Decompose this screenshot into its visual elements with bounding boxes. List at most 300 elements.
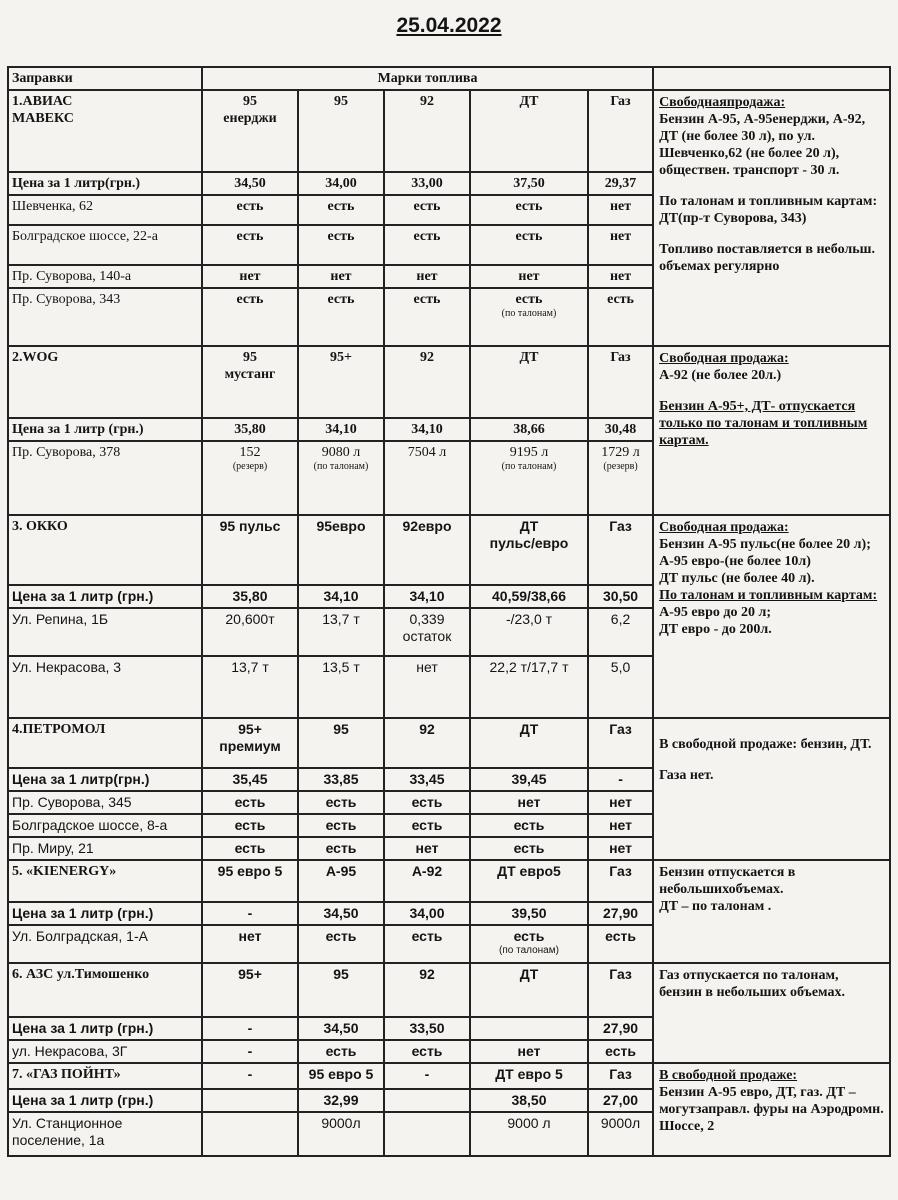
fuel-grade [588,860,653,902]
availability-value [298,1112,384,1156]
price-value: 35,45 [202,768,298,791]
group-name [8,718,202,768]
availability-value [202,837,298,860]
price-value: 39,50 [470,902,588,925]
info-line: В свободной продаже: бензин, ДТ. [659,737,872,752]
value-text: есть [605,1043,636,1059]
price-value: 38,66 [470,418,588,441]
group-fuel-row [8,860,890,902]
availability-value [470,608,588,656]
text-line: 95 евро 5 [308,1066,374,1082]
info-line: Газ отпускается по талонам, бензин в небольших объемах. [659,968,845,1000]
price-value: 39,45 [470,768,588,791]
value-note: (резерв) [232,461,268,472]
text-line: Газ [610,350,631,365]
value-text: нет [416,659,438,675]
availability-value [384,814,470,837]
price-value: 34,10 [298,585,384,608]
fuel-grade [202,90,298,172]
text-line: 95+ [330,350,352,365]
group-fuel-row [8,963,890,1017]
group-fuel-row [8,90,890,172]
price-label: Цена за 1 литр (грн.) [8,418,202,441]
station-address: Ул. Болградская, 1-А [8,925,202,963]
document-date: 25.04.2022 [396,14,502,37]
value-text: 9195 л [509,445,549,460]
availability-value [202,608,298,656]
availability-value [298,441,384,515]
value-text: нет [238,928,262,944]
price-value: 35,80 [202,418,298,441]
price-label: Цена за 1 литр(грн.) [8,172,202,195]
text-line: Газ [609,966,632,982]
text-line: А-92 [411,863,443,879]
value-text: 13,7 т [231,659,269,675]
availability-value [298,225,384,265]
fuel-grade [384,1063,470,1089]
value-text: есть [325,794,357,810]
availability-value [298,265,384,288]
fuel-grade [298,515,384,585]
text-line: 92 [420,94,434,109]
price-value: 29,37 [588,172,653,195]
price-label: Цена за 1 литр (грн.) [8,902,202,925]
fuel-grade [470,90,588,172]
value-text: 13,7 т [322,611,360,627]
fuel-grade [470,515,588,585]
fuel-grade [298,346,384,418]
price-label: Цена за 1 литр (грн.) [8,1017,202,1040]
info-line: ДТ пульс (не более 40 л). [659,571,815,586]
value-text: 7504 л [407,445,447,460]
text-line: 3. ОККО [12,519,68,534]
text-line: 92 [420,350,434,365]
price-value: 35,80 [202,585,298,608]
availability-value [470,1040,588,1063]
station-address: Болградское шоссе, 22-а [8,225,202,265]
value-text: -/23,0 т [505,611,553,627]
value-text: есть [413,199,441,214]
availability-value [384,195,470,225]
price-value: 33,45 [384,768,470,791]
availability-value [588,441,653,515]
availability-value [384,288,470,346]
availability-value [588,288,653,346]
station-address: Ул. Станционное поселение, 1а [8,1112,202,1156]
group-info [653,90,890,346]
value-text: есть [413,229,441,244]
text-line: 6. АЗС ул.Тимошенко [12,967,150,982]
price-value: 34,50 [202,172,298,195]
text-line: енерджи [223,111,277,126]
info-cell [653,67,890,90]
info-line: ДТ евро - до 200л. [659,622,772,637]
text-line: 95+ [238,721,262,737]
value-note: (по талонам) [501,461,557,472]
availability-value [298,656,384,718]
availability-value [470,1112,588,1156]
group-name [8,90,202,172]
group-info [653,963,890,1063]
availability-value [384,1112,470,1156]
fuel-grade [202,963,298,1017]
info-line: В свободной продаже: [659,1068,798,1083]
station-address: Пр. Суворова, 343 [8,288,202,346]
text-line: пульс/евро [489,535,569,551]
group-info [653,718,890,860]
value-text: есть [413,292,441,307]
availability-value [202,1112,298,1156]
availability-value [470,656,588,718]
value-text: есть [234,840,266,856]
group-info [653,515,890,718]
value-text: 9000л [600,1115,641,1131]
text-line: 92 [419,721,435,737]
value-text: 152 [239,445,261,460]
price-value: 32,99 [298,1089,384,1112]
price-value: 27,90 [588,1017,653,1040]
fuel-grade [298,90,384,172]
availability-value [384,608,470,656]
price-value: 34,00 [384,902,470,925]
fuel-table [7,66,891,1157]
value-text: нет [415,840,439,856]
availability-value [298,814,384,837]
availability-value [202,225,298,265]
station-address: Ул. Некрасова, 3 [8,656,202,718]
availability-value [298,791,384,814]
group-info [653,1063,890,1156]
price-value: 33,50 [384,1017,470,1040]
group-name [8,963,202,1017]
availability-value [470,837,588,860]
text-line: мустанг [224,367,276,382]
fuel-grade [384,860,470,902]
availability-value [202,441,298,515]
value-text: есть [513,928,545,944]
text-line: 95 [333,721,349,737]
value-text: есть [515,199,543,214]
info-line: Топливо поставляется в небольш. объемах регулярно [659,242,875,274]
text-line: 2.WOG [12,350,59,365]
value-text: есть [325,1043,357,1059]
fuel-grade [470,1063,588,1089]
text-line: Газ [609,863,632,879]
price-value: 38,50 [470,1089,588,1112]
text-line: 95 [334,94,348,109]
group-fuel-row [8,1063,890,1089]
value-text: есть [411,794,443,810]
text-line: ДТ [519,350,539,365]
value-text: 22,2 т/17,7 т [489,659,569,675]
value-text: есть [605,928,636,944]
availability-value [298,288,384,346]
info-line: Свободная продажа: [659,520,789,535]
price-label: Цена за 1 литр(грн.) [8,768,202,791]
value-text: нет [609,794,632,810]
text-line: ДТ [519,721,539,737]
group-fuel-row [8,515,890,585]
text-line: 95 [243,350,257,365]
info-line: Бензин А-95, А-95енерджи, А-92, ДТ (не более 30 л), по ул. Шевченко,62 (не более 20 л), обществен. транспорт - 30 л. [659,112,866,178]
text-line: МАВЕКС [12,111,74,126]
header-row [8,67,890,90]
value-note: (резерв) [603,461,638,472]
value-text: 9080 л [321,445,361,460]
info-line: Бензин А-95 пульс(не более 20 л); А-95 евро-(не более 10л) [659,537,871,569]
availability-value [470,791,588,814]
price-value: 34,50 [298,1017,384,1040]
text-line: ДТ евро 5 [495,1066,563,1082]
availability-value [470,288,588,346]
value-text: 20,600т [225,611,275,627]
value-text: есть [325,817,357,833]
fuel-grade [470,860,588,902]
fuel-grade [384,90,470,172]
value-text: есть [234,794,266,810]
price-value: 27,90 [588,902,653,925]
value-text: есть [411,928,443,944]
availability-value [202,656,298,718]
info-line: Газа нет. [659,768,714,783]
text-line: 7. «ГАЗ ПОЙНТ» [12,1067,121,1082]
fuel-grade [588,963,653,1017]
station-address: Шевченка, 62 [8,195,202,225]
fuel-grade [202,346,298,418]
availability-value [384,791,470,814]
info-line: Бензин А-95+, ДТ- отпускается только по талонам и топливным картам. [659,399,868,448]
price-value: 33,00 [384,172,470,195]
availability-value [298,837,384,860]
header-fuels: Марки топлива [202,67,653,90]
value-text: есть [411,1043,443,1059]
fuel-grade [588,90,653,172]
availability-value [588,225,653,265]
availability-value [588,608,653,656]
price-value [470,1017,588,1040]
price-value: 40,59/38,66 [470,585,588,608]
value-text: есть [411,817,443,833]
station-address: Пр. Суворова, 378 [8,441,202,515]
availability-value [384,837,470,860]
price-value [384,1089,470,1112]
availability-value [298,195,384,225]
price-value: 33,85 [298,768,384,791]
fuel-grade [298,1063,384,1089]
group-name [8,1063,202,1089]
text-line: А-95 [325,863,357,879]
text-line: Газ [609,518,632,534]
fuel-grade [588,718,653,768]
info-line: А-92 (не более 20л.) [659,368,782,383]
availability-value [470,195,588,225]
availability-value [298,1040,384,1063]
text-line: ДТ евро5 [497,863,561,879]
value-text: нет [609,840,632,856]
value-text: 9000л [321,1115,361,1131]
availability-value [588,791,653,814]
fuel-grade [202,515,298,585]
text-line: Газ [610,94,631,109]
fuel-grade [470,718,588,768]
availability-value [384,1040,470,1063]
text-line: 92 [419,966,435,982]
price-value: 34,10 [384,418,470,441]
availability-value [298,608,384,656]
availability-value [588,1112,653,1156]
fuel-grade [202,718,298,768]
value-text: 5,0 [610,659,631,675]
group-name [8,860,202,902]
fuel-grade [384,515,470,585]
value-text: есть [234,817,266,833]
price-value: 34,10 [298,418,384,441]
value-note: (по талонам) [501,308,557,319]
availability-value [384,925,470,963]
price-value: 34,00 [298,172,384,195]
fuel-grade [588,515,653,585]
value-text: нет [517,794,541,810]
availability-value [588,925,653,963]
text-line: 4.ПЕТРОМОЛ [12,722,106,737]
fuel-grade [202,1063,298,1089]
value-text: есть [325,840,357,856]
text-line: 95 [333,966,349,982]
group-name [8,515,202,585]
text-line: Газ [609,1066,632,1082]
availability-value [202,265,298,288]
value-text: есть [513,840,545,856]
group-fuel-row [8,718,890,768]
value-note: (по талонам) [313,461,369,472]
text-line: 95+ [238,966,262,982]
price-value: 37,50 [470,172,588,195]
price-value: 34,10 [384,585,470,608]
availability-value [588,837,653,860]
availability-value [470,925,588,963]
station-address: Пр. Миру, 21 [8,837,202,860]
value-note: (по талонам) [499,945,559,956]
value-text: есть [327,199,355,214]
value-text: нет [609,817,632,833]
price-value: 27,00 [588,1089,653,1112]
info-line: Бензин отпускается в небольшихобъемах. [659,865,796,897]
text-line: Газ [609,721,632,737]
text-line: ДТ [519,518,539,534]
text-line: премиум [219,738,281,754]
value-text: есть [236,229,264,244]
value-text: есть [327,229,355,244]
value-text: есть [327,292,355,307]
fuel-grade [298,963,384,1017]
header-stations: Заправки [8,67,202,90]
availability-value [470,225,588,265]
fuel-grade [384,346,470,418]
value-text: есть [515,229,543,244]
text-line: 95евро [316,518,366,534]
station-address: ул. Некрасова, 3Г [8,1040,202,1063]
availability-value [202,814,298,837]
availability-value [588,1040,653,1063]
availability-value [588,814,653,837]
text-line: 1.АВИАС [12,94,73,109]
text-line: 95 [243,94,257,109]
value-text: 0,339 остаток [402,611,452,644]
value-text: 6,2 [610,611,631,627]
availability-value [202,1040,298,1063]
fuel-grade [298,718,384,768]
value-text: нет [609,199,632,214]
availability-value [202,288,298,346]
value-text: 13,5 т [322,659,360,675]
availability-value [588,656,653,718]
text-line: 95 пульс [219,518,281,534]
value-text: нет [609,269,632,284]
price-label: Цена за 1 литр (грн.) [8,1089,202,1112]
info-line: По талонам и топливным картам: [659,588,878,603]
value-text: нет [609,229,632,244]
value-text: - [247,1043,253,1059]
station-address: Пр. Суворова, 140-а [8,265,202,288]
text-line: - [424,1066,430,1082]
price-label: Цена за 1 литр (грн.) [8,585,202,608]
availability-value [470,441,588,515]
value-text: есть [513,817,545,833]
fuel-grade [298,860,384,902]
text-line: - [247,1066,253,1082]
text-line: 5. «KIENERGY» [12,864,117,879]
price-value: 30,48 [588,418,653,441]
availability-value [470,265,588,288]
station-address: Ул. Репина, 1Б [8,608,202,656]
availability-value [298,925,384,963]
info-line: Свободнаяпродажа: [659,95,786,110]
value-text: нет [239,269,261,284]
text-line: 92евро [402,518,452,534]
value-text: нет [517,1043,541,1059]
value-text: нет [416,269,438,284]
availability-value [588,265,653,288]
value-text: нет [330,269,352,284]
value-text: есть [236,292,264,307]
fuel-grade [588,346,653,418]
info-line: ДТ – по талонам . [659,899,772,914]
availability-value [202,925,298,963]
text-line: 95 евро 5 [217,863,283,879]
price-value: - [202,902,298,925]
info-line: Бензин А-95 евро, ДТ, газ. ДТ –могутзаправл. фуры на Аэродромн. Шоссе, 2 [659,1085,884,1134]
value-text: 9000 л [507,1115,551,1131]
fuel-grade [202,860,298,902]
text-line: ДТ [519,94,539,109]
text-line: ДТ [519,966,539,982]
availability-value [202,195,298,225]
price-value: - [588,768,653,791]
availability-value [384,441,470,515]
station-address: Пр. Суворова, 345 [8,791,202,814]
fuel-grade [384,963,470,1017]
fuel-grade [470,963,588,1017]
info-line: По талонам и топливным картам: ДТ(пр-т Суворова, 343) [659,194,878,226]
group-info [653,346,890,515]
fuel-grade [384,718,470,768]
info-line: А-95 евро до 20 л; [659,605,771,620]
availability-value [588,195,653,225]
group-info [653,860,890,963]
info-line: Свободная продажа: [659,351,789,366]
value-text: есть [325,928,357,944]
price-value [202,1089,298,1112]
